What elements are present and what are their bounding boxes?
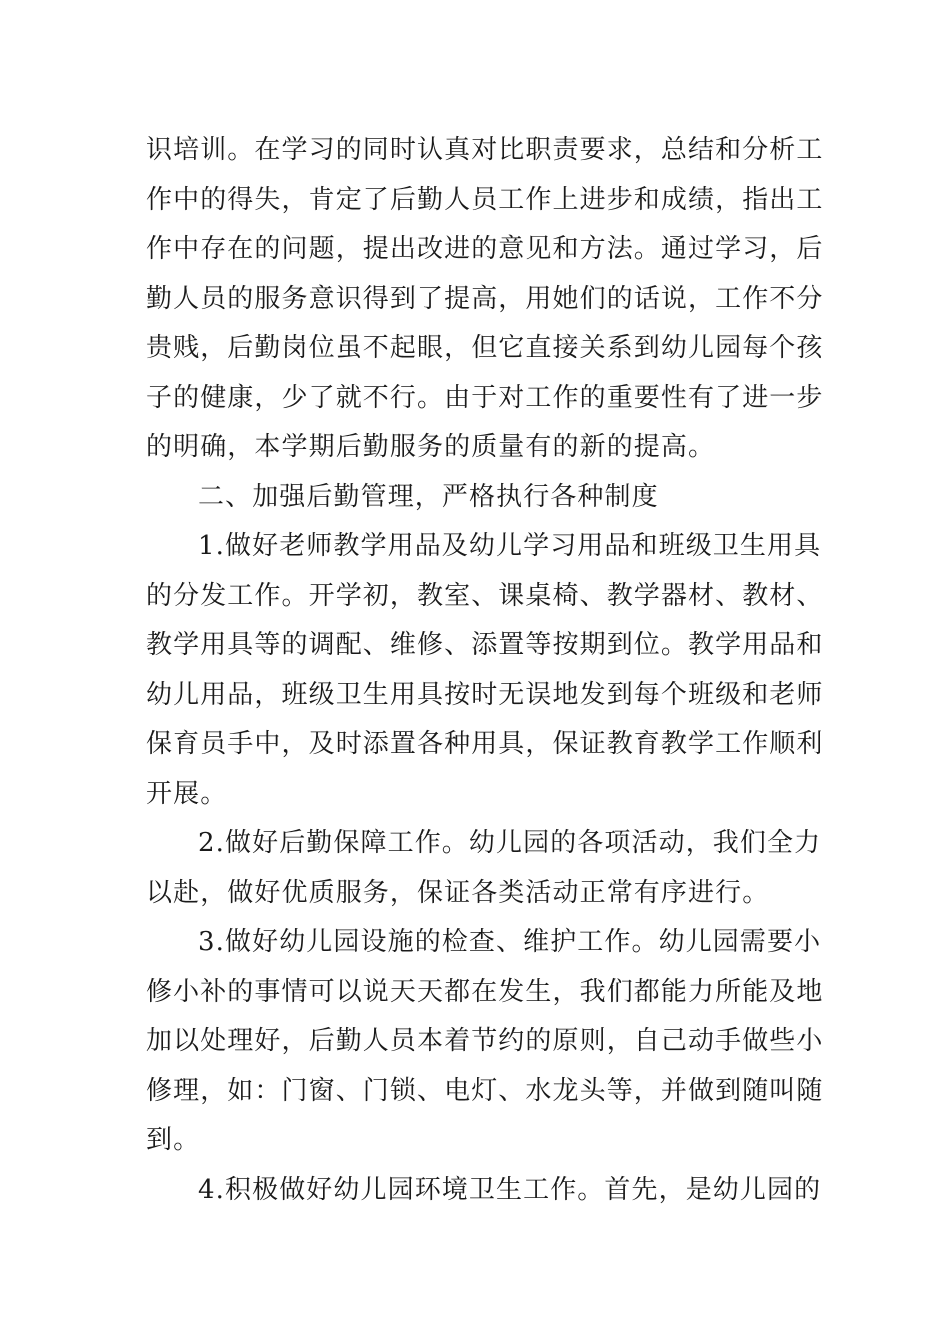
text-line: 作中的得失，肯定了后勤人员工作上进步和成绩，指出工 — [146, 184, 824, 215]
text-line: 加以处理好，后勤人员本着节约的原则，自己动手做些小 — [146, 1026, 824, 1056]
section-heading: 二、加强后勤管理，严格执行各种制度 — [198, 481, 659, 512]
text-line: 开展。 — [146, 778, 228, 809]
text-line: 的分发工作。开学初，教室、课桌椅、教学器材、教材、 — [146, 580, 824, 611]
body-text — [146, 126, 824, 1215]
text-line: 3.做好幼儿园设施的检查、维护工作。幼儿园需要小 — [198, 927, 822, 957]
text-line: 保育员手中，及时添置各种用具，保证教育教学工作顺利 — [146, 729, 824, 759]
text-line: 贵贱，后勤岗位虽不起眼，但它直接关系到幼儿园每个孩 — [146, 333, 824, 363]
text-line: 修理，如：门窗、门锁、电灯、水龙头等，并做到随叫随 — [146, 1075, 824, 1106]
text-line: 到。 — [146, 1125, 201, 1155]
text-line: 的明确，本学期后勤服务的质量有的新的提高。 — [146, 432, 716, 462]
text-line: 识培训。在学习的同时认真对比职责要求，总结和分析工 — [146, 135, 824, 165]
text-line: 子的健康，少了就不行。由于对工作的重要性有了进一步 — [146, 382, 824, 413]
text-line: 教学用具等的调配、维修、添置等按期到位。教学用品和 — [146, 630, 824, 660]
text-line: 修小补的事情可以说天天都在发生，我们都能力所能及地 — [146, 976, 824, 1007]
text-line: 作中存在的问题，提出改进的意见和方法。通过学习，后 — [146, 234, 824, 264]
text-line: 2.做好后勤保障工作。幼儿园的各项活动，我们全力 — [198, 828, 822, 858]
text-line: 4.积极做好幼儿园环境卫生工作。首先，是幼儿园的 — [198, 1174, 822, 1205]
text-line: 以赴，做好优质服务，保证各类活动正常有序进行。 — [146, 877, 770, 908]
text-line: 1.做好老师教学用品及幼儿学习用品和班级卫生用具 — [198, 531, 822, 561]
text-line: 幼儿用品，班级卫生用具按时无误地发到每个班级和老师 — [146, 679, 824, 710]
text-line: 勤人员的服务意识得到了提高，用她们的话说，工作不分 — [146, 283, 824, 314]
